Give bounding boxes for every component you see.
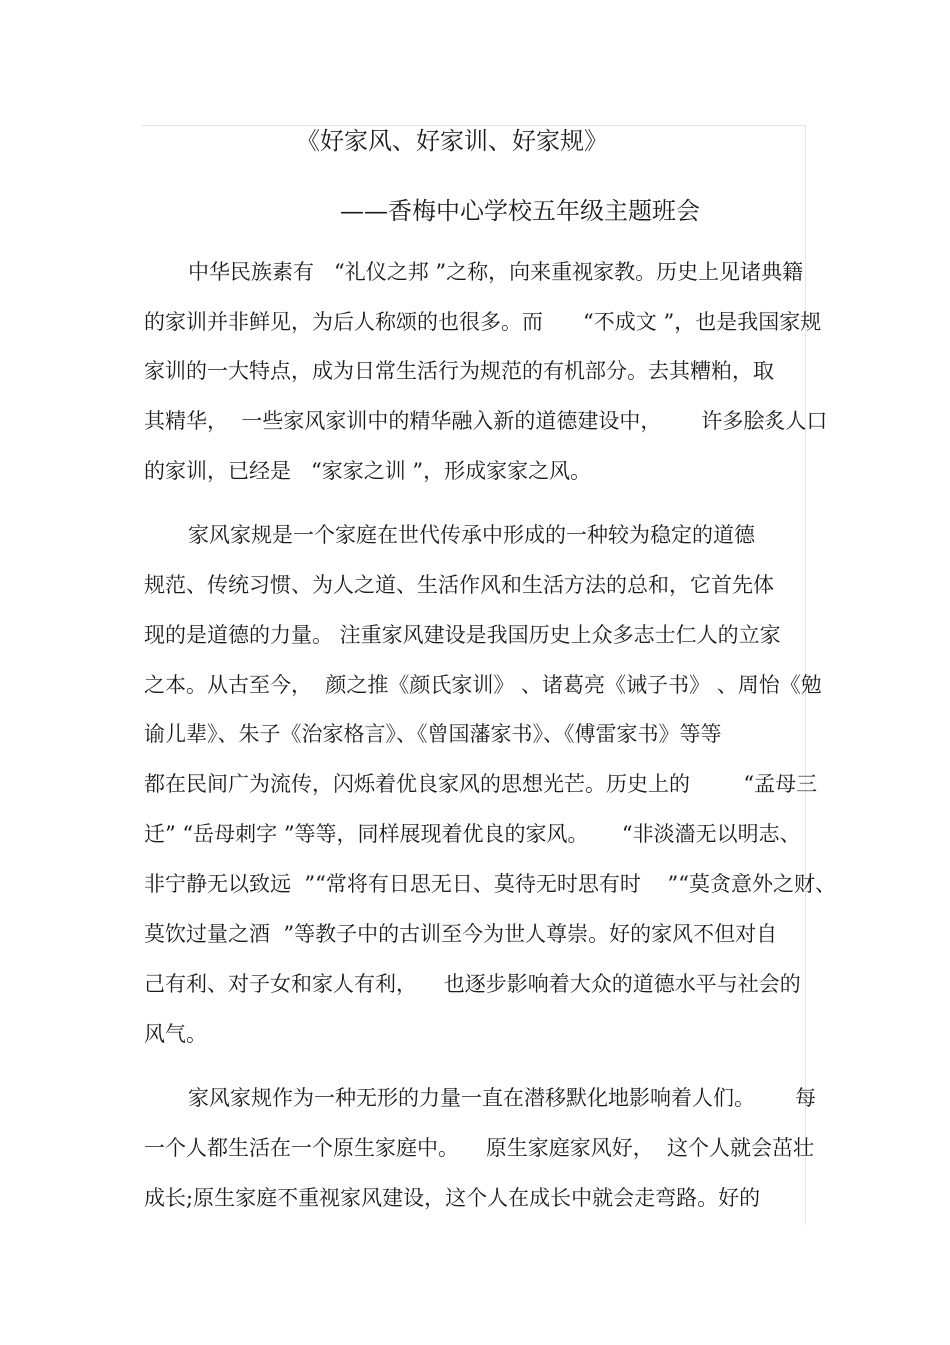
document-title: 《好家风、好家训、好家规》 [296, 127, 608, 155]
document-subtitle: ——香梅中心学校五年级主题班会 [340, 197, 700, 225]
paragraph-line: 迁” “岳母刺字 ”等等，同样展现着优良的家风。 “非淡濇无以明志、 [144, 822, 801, 846]
paragraph-line: 谕儿辈》、朱子《治家格言》、《曾国藩家书》、《傅雷家书》等等 [144, 722, 722, 746]
paragraph-line: 家风家规是一个家庭在世代传承中形成的一种较为稳定的道德 [188, 523, 755, 547]
paragraph-line: 己有利、对子女和家人有利， 也逐步影响着大众的道德水平与社会的 [144, 972, 801, 996]
paragraph-line: 成长;原生家庭不重视家风建设，这个人在成长中就会走弯路。好的 [144, 1186, 761, 1210]
paragraph-line: 现的是道德的力量。 注重家风建设是我国历史上众多志士仁人的立家 [144, 623, 781, 647]
paragraph-line: 都在民间广为流传，闪烁着优良家风的思想光芒。历史上的 “孟母三 [144, 772, 818, 796]
paragraph-line: 家训的一大特点，成为日常生活行为规范的有机部分。去其糟粕，取 [144, 359, 774, 383]
paragraph-line: 其精华， 一些家风家训中的精华融入新的道德建设中， 许多脍炙人口 [144, 409, 828, 433]
paragraph-line: 家风家规作为一种无形的力量一直在潜移默化地影响着人们。 每 [188, 1086, 817, 1110]
paragraph-line: 中华民族素有 “礼仪之邦 ”之称，向来重视家教。历史上见诸典籍 [188, 260, 804, 284]
paragraph-line: 的家训，已经是 “家家之训 ”，形成家家之风。 [144, 459, 592, 483]
paragraph-line: 非宁静无以致远 ”“常将有日思无日、莫待无时思有时 ”“莫贪意外之财、 [144, 872, 836, 896]
paragraph-line: 的家训并非鲜见，为后人称颂的也很多。而 “不成文 ”，也是我国家规 [144, 310, 822, 334]
paragraph-line: 之本。从古至今， 颜之推《颜氏家训》 、诸葛亮《诫子书》 、周怡《勉 [144, 673, 822, 697]
paragraph-line: 规范、传统习惯、为人之道、生活作风和生活方法的总和，它首先体 [144, 573, 774, 597]
paragraph-line: 一个人都生活在一个原生家庭中。 原生家庭家风好， 这个人就会茁壮 [144, 1136, 815, 1160]
paragraph-line: 风气。 [144, 1022, 207, 1046]
paragraph-line: 莫饮过量之酒 ”等教子中的古训至今为世人尊崇。好的家风不但对自 [144, 922, 778, 946]
